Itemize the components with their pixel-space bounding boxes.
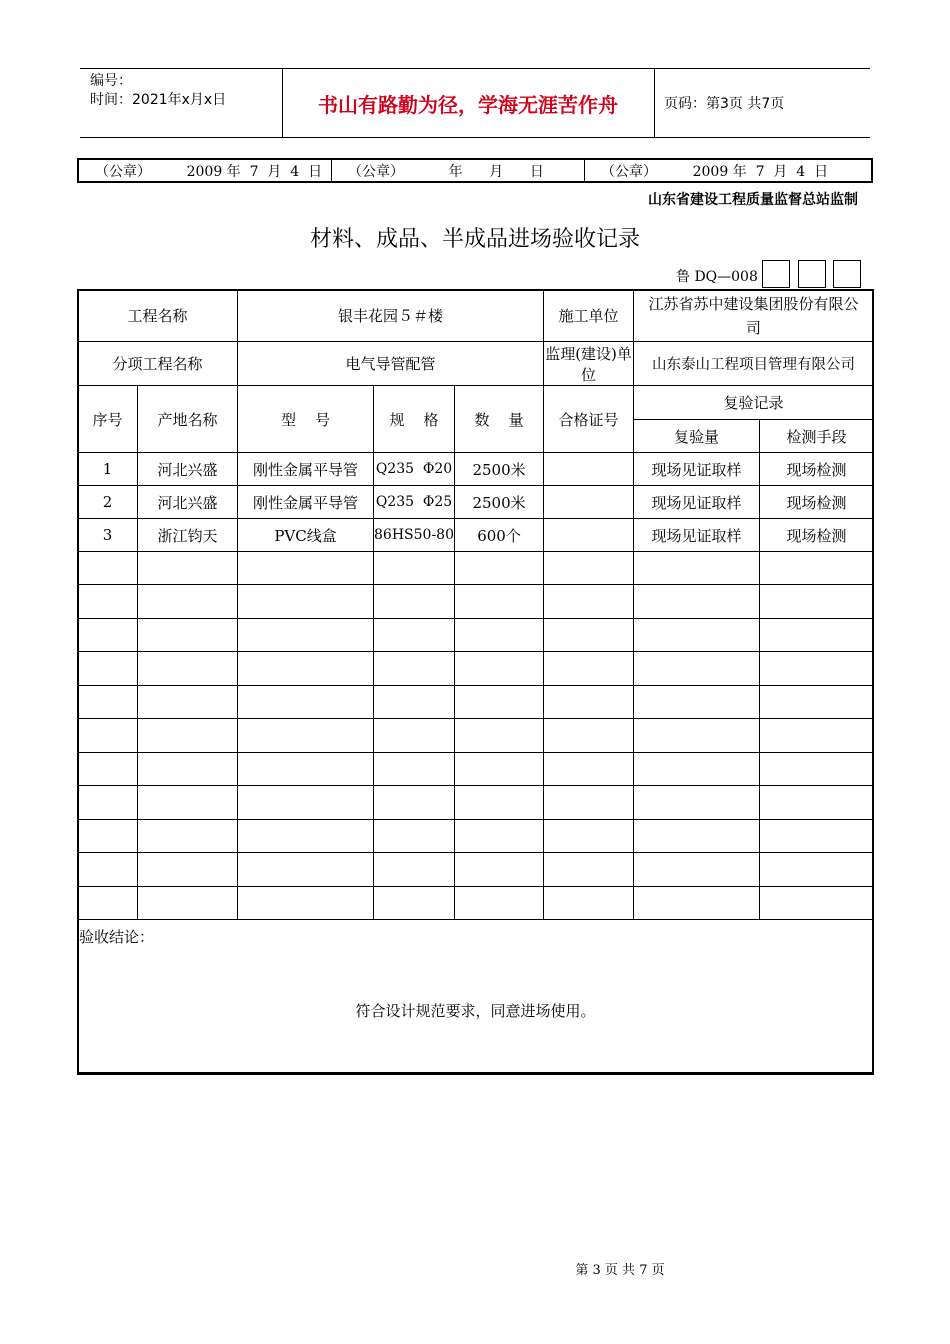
cell-spec: Q235 Φ20 — [374, 453, 455, 486]
col-recheck-qty: 复验量 — [634, 420, 760, 453]
empty-row — [78, 786, 874, 820]
empty-row — [78, 887, 874, 920]
header-meta — [90, 72, 226, 110]
cell-qty: 600个 — [455, 519, 544, 552]
empty-row — [78, 820, 874, 853]
conclusion-label: 验收结论： — [79, 928, 155, 946]
conclusion-text: 符合设计规范要求，同意进场使用。 — [355, 1002, 596, 1020]
cell-recheck-qty: 现场见证取样 — [634, 453, 760, 486]
page-footer: 第 3 页 共 7 页 — [575, 1263, 665, 1278]
cell-origin: 浙江钧天 — [138, 519, 238, 552]
col-qty: 数 量 — [455, 386, 544, 453]
table-row — [78, 486, 874, 519]
info-row — [78, 342, 874, 386]
col-cert: 合格证号 — [544, 386, 634, 453]
seal-row — [77, 158, 873, 183]
supervision-note: 山东省建设工程质量监督总站监制 — [648, 192, 858, 208]
empty-row — [78, 719, 874, 753]
empty-row — [78, 686, 874, 719]
page-header — [80, 68, 870, 138]
cell-spec: Q235 Φ25 — [374, 486, 455, 519]
subproject-label: 分项工程名称 — [78, 342, 238, 386]
time-label: 时间：2021年x月x日 — [90, 92, 227, 108]
seal-cell: （公章） 2009 年 7 月 4 日 — [584, 160, 871, 181]
info-row — [78, 290, 874, 342]
cell-qty: 2500米 — [455, 486, 544, 519]
form-code-box — [762, 260, 790, 288]
cell-origin: 河北兴盛 — [138, 453, 238, 486]
project-name-label: 工程名称 — [78, 290, 238, 342]
supervisor-label: 监理(建设)单位 — [544, 342, 634, 386]
cell-method: 现场检测 — [760, 519, 874, 552]
col-model: 型 号 — [238, 386, 374, 453]
project-name: 银丰花园５＃楼 — [238, 290, 544, 342]
empty-row — [78, 652, 874, 686]
cell-method: 现场检测 — [760, 453, 874, 486]
cell-cert — [544, 453, 634, 486]
empty-row — [78, 585, 874, 619]
supervisor: 山东泰山工程项目管理有限公司 — [634, 342, 874, 386]
cell-no: 1 — [78, 453, 138, 486]
cell-cert — [544, 486, 634, 519]
empty-row — [78, 753, 874, 786]
cell-qty: 2500米 — [455, 453, 544, 486]
table-row — [78, 519, 874, 552]
col-recheck: 复验记录 — [634, 386, 874, 420]
col-no: 序号 — [78, 386, 138, 453]
number-label: 编号： — [90, 73, 132, 89]
empty-row — [78, 619, 874, 652]
cell-spec: 86HS50-80 — [374, 519, 455, 552]
cell-no: 3 — [78, 519, 138, 552]
form-code: 鲁 DQ—008 — [676, 269, 758, 285]
subproject: 电气导管配管 — [238, 342, 544, 386]
cell-cert — [544, 519, 634, 552]
cell-no: 2 — [78, 486, 138, 519]
page-title: 材料、成品、半成品进场验收记录 — [309, 227, 640, 252]
cell-recheck-qty: 现场见证取样 — [634, 486, 760, 519]
form-code-box — [798, 260, 826, 288]
cell-model: 刚性金属平导管 — [238, 453, 374, 486]
contractor-label: 施工单位 — [544, 290, 634, 342]
seal-cell: （公章） 2009 年 7 月 4 日 — [95, 163, 323, 180]
col-origin: 产地名称 — [138, 386, 238, 453]
contractor: 江苏省苏中建设集团股份有限公司 — [634, 290, 874, 342]
acceptance-table — [77, 289, 874, 1073]
empty-row — [78, 853, 874, 887]
empty-row — [78, 552, 874, 585]
header-page-number: 页码：第3页 共7页 — [664, 96, 785, 112]
form-code-box — [833, 260, 861, 288]
col-spec: 规 格 — [374, 386, 455, 453]
seal-cell: （公章） 年 月 日 — [331, 160, 584, 181]
cell-origin: 河北兴盛 — [138, 486, 238, 519]
conclusion-row — [78, 920, 874, 1073]
header-divider — [654, 69, 655, 137]
cell-model: PVC线盒 — [238, 519, 374, 552]
cell-model: 刚性金属平导管 — [238, 486, 374, 519]
cell-recheck-qty: 现场见证取样 — [634, 519, 760, 552]
column-header-row — [78, 386, 874, 420]
table-row — [78, 453, 874, 486]
col-method: 检测手段 — [760, 420, 874, 453]
conclusion-cell — [78, 920, 874, 1073]
cell-method: 现场检测 — [760, 486, 874, 519]
header-slogan: 书山有路勤为径，学海无涯苦作舟 — [318, 92, 618, 117]
